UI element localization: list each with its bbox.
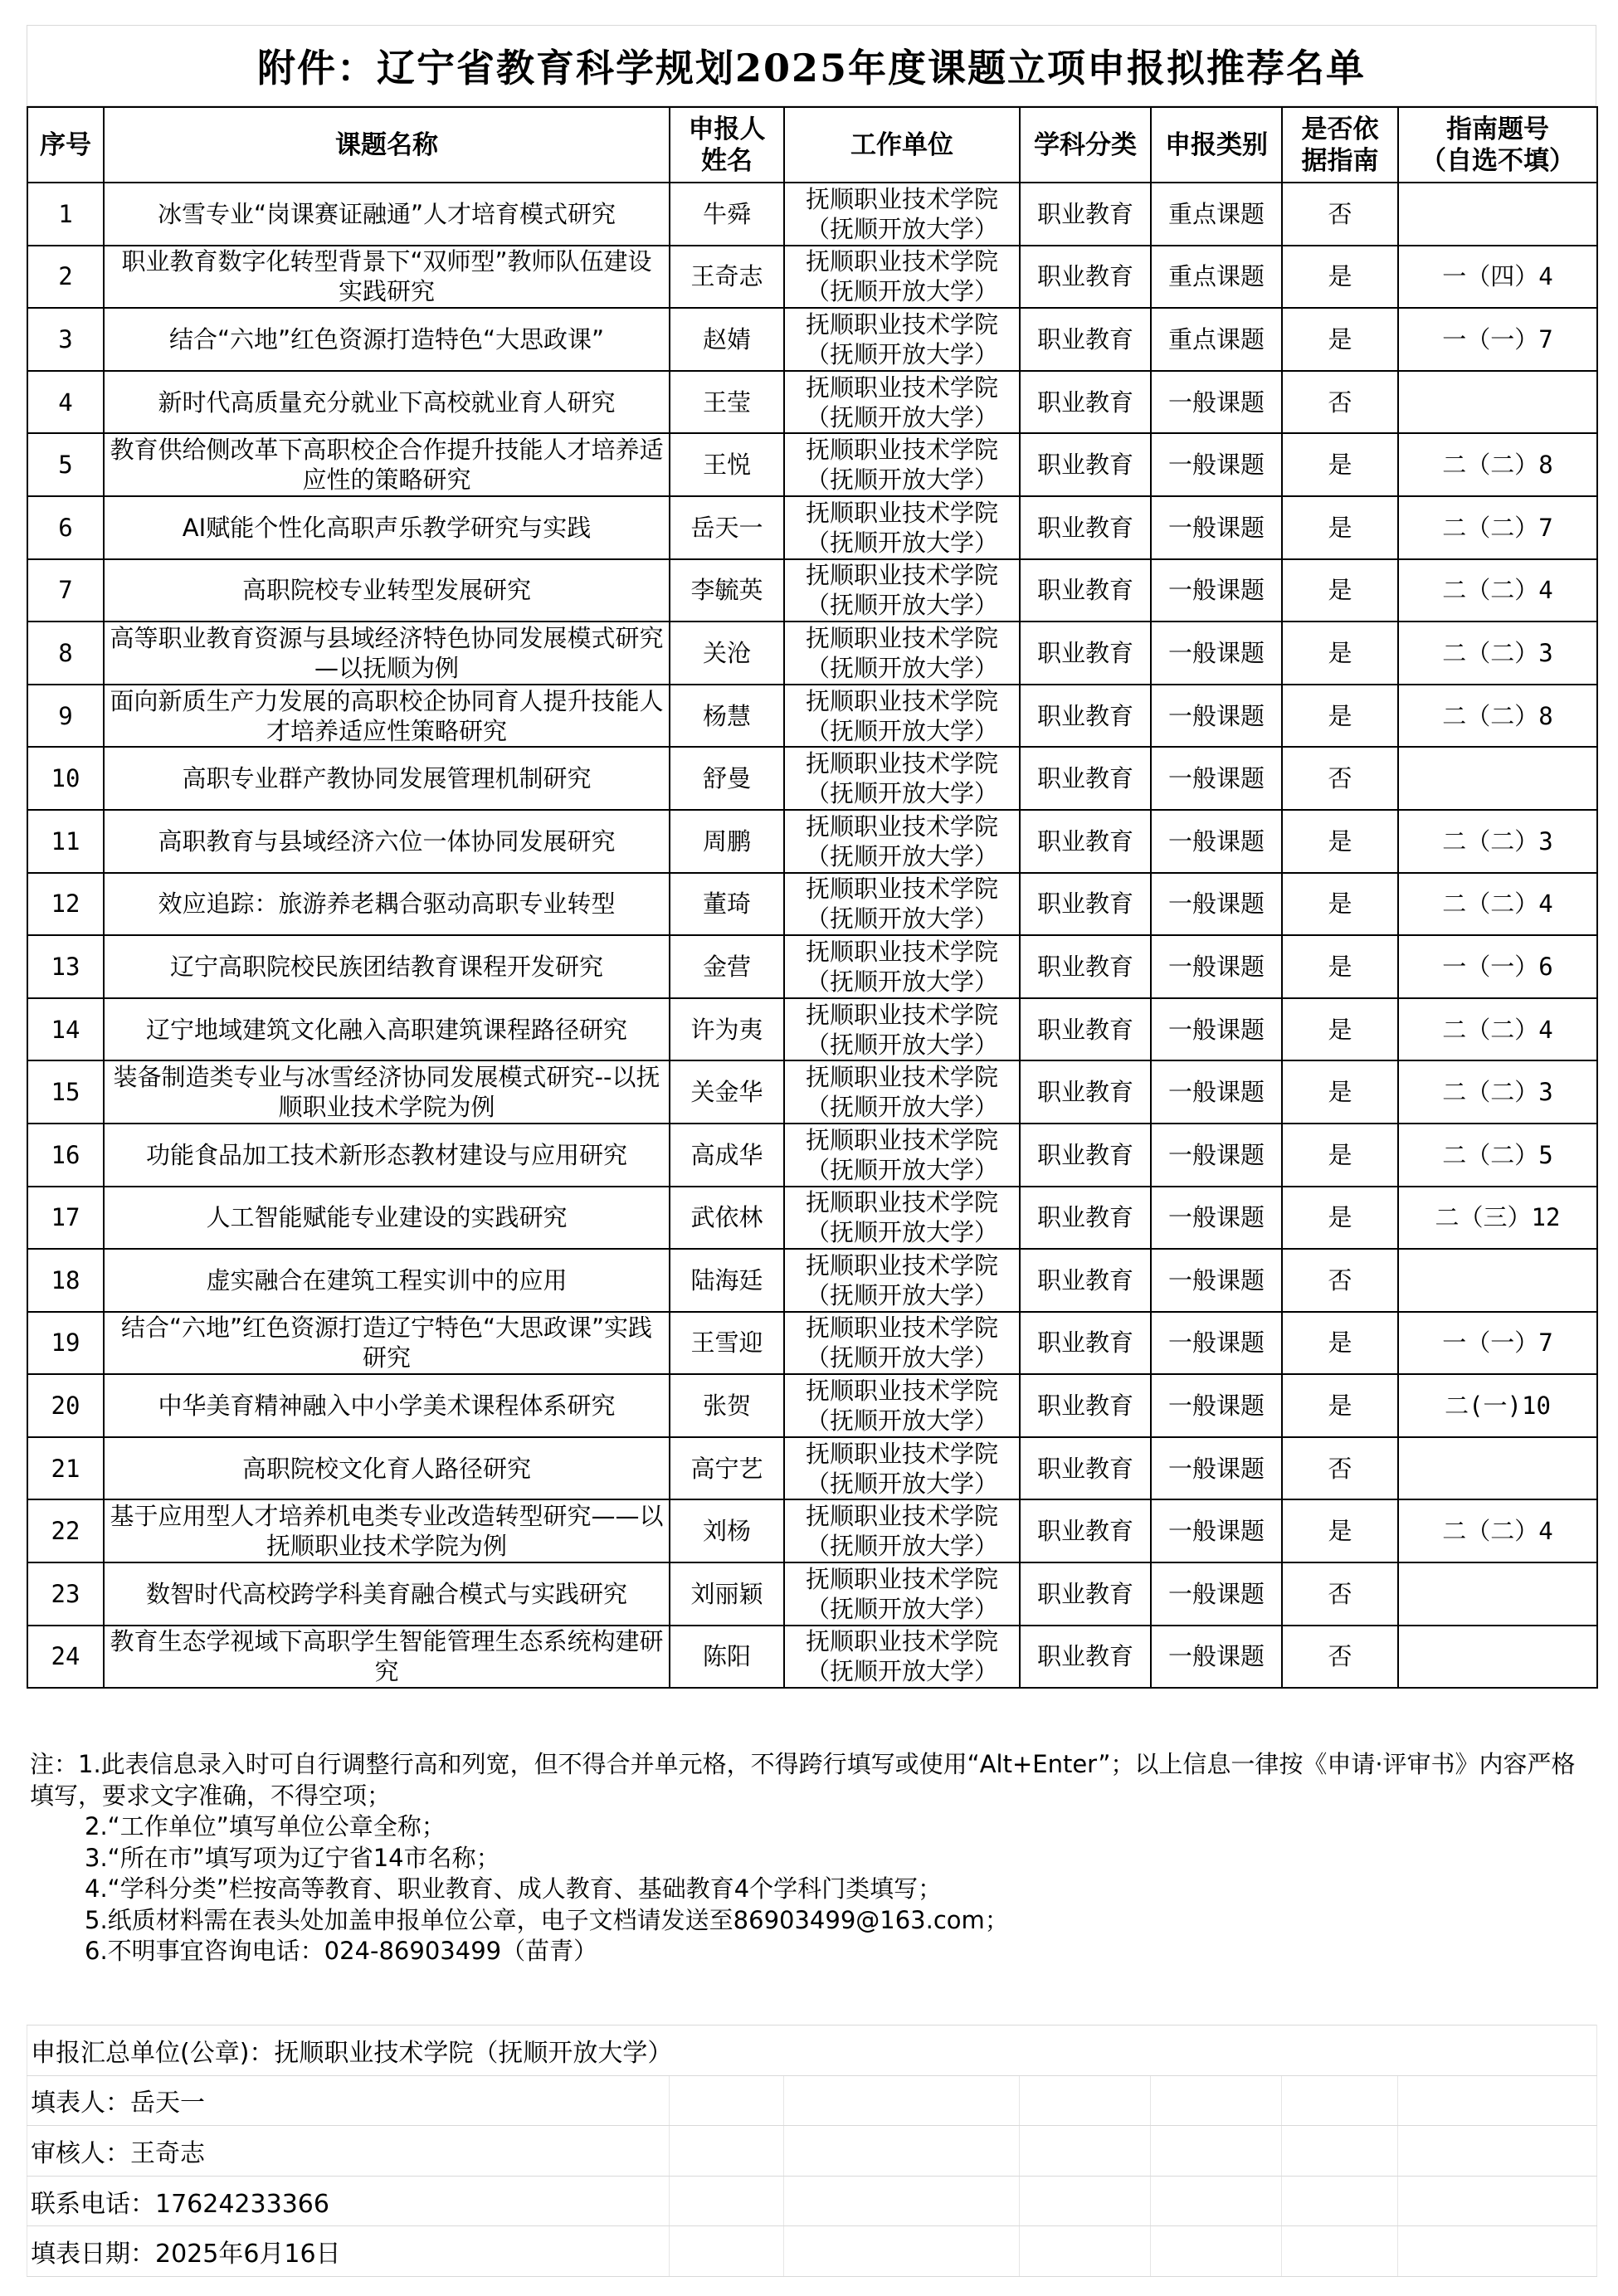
- cell-no: 6: [27, 496, 104, 559]
- cell-no: 18: [27, 1249, 104, 1312]
- header-guide: 是否依 据指南: [1282, 107, 1398, 183]
- cell-subject: 职业教育: [1020, 559, 1151, 622]
- cell-topic: 高职专业群产教协同发展管理机制研究: [104, 747, 670, 810]
- cell-category: 一般课题: [1151, 371, 1282, 434]
- cell-guide-no: 二（二）4: [1398, 873, 1597, 936]
- cell-category: 一般课题: [1151, 1187, 1282, 1250]
- cell-subject: 职业教育: [1020, 685, 1151, 748]
- cell-no: 19: [27, 1312, 104, 1375]
- cell-applicant: 王莹: [670, 371, 784, 434]
- page-title: 附件：辽宁省教育科学规划2025年度课题立项申报拟推荐名单: [27, 25, 1596, 106]
- cell-guide: 否: [1282, 183, 1398, 246]
- cell-applicant: 陈阳: [670, 1626, 784, 1689]
- cell-guide-no: 二（二）5: [1398, 1124, 1597, 1187]
- cell-guide: 否: [1282, 1437, 1398, 1500]
- cell-category: 一般课题: [1151, 1374, 1282, 1437]
- table-row: [27, 433, 1597, 496]
- cell-guide: 是: [1282, 1374, 1398, 1437]
- cell-subject: 职业教育: [1020, 308, 1151, 371]
- cell-category: 一般课题: [1151, 747, 1282, 810]
- cell-subject: 职业教育: [1020, 747, 1151, 810]
- cell-unit: 抚顺职业技术学院 （抚顺开放大学）: [784, 622, 1020, 685]
- cell-applicant: 王雪迎: [670, 1312, 784, 1375]
- cell-unit: 抚顺职业技术学院 （抚顺开放大学）: [784, 810, 1020, 873]
- cell-topic: 高职院校专业转型发展研究: [104, 559, 670, 622]
- cell-topic: 高等职业教育资源与县域经济特色协同发展模式研究—以抚顺为例: [104, 622, 670, 685]
- cell-applicant: 周鹏: [670, 810, 784, 873]
- cell-guide-no: 二(一)10: [1398, 1374, 1597, 1437]
- cell-no: 13: [27, 935, 104, 998]
- cell-no: 15: [27, 1060, 104, 1124]
- table-row: [27, 559, 1597, 622]
- cell-unit: 抚顺职业技术学院 （抚顺开放大学）: [784, 1499, 1020, 1562]
- cell-no: 24: [27, 1626, 104, 1689]
- footer-phone: 联系电话：17624233366: [27, 2176, 670, 2226]
- cell-topic: 数智时代高校跨学科美育融合模式与实践研究: [104, 1562, 670, 1626]
- cell-guide-no: 一（一）7: [1398, 308, 1597, 371]
- note-item: 注：1.此表信息录入时可自行调整行高和列宽，但不得合并单元格，不得跨行填写或使用“Alt+Enter”；以上信息一律按《申请·评审书》内容严格填写，要求文字准确，不得空项；: [30, 1750, 1576, 1810]
- table-row: [27, 685, 1597, 748]
- table-row: [27, 810, 1597, 873]
- cell-subject: 职业教育: [1020, 371, 1151, 434]
- cell-unit: 抚顺职业技术学院 （抚顺开放大学）: [784, 1626, 1020, 1689]
- cell-unit: 抚顺职业技术学院 （抚顺开放大学）: [784, 1249, 1020, 1312]
- cell-category: 一般课题: [1151, 1626, 1282, 1689]
- cell-no: 21: [27, 1437, 104, 1500]
- notes-section: [30, 1749, 1590, 1967]
- cell-applicant: 刘丽颖: [670, 1562, 784, 1626]
- table-row: [27, 622, 1597, 685]
- cell-topic: 职业教育数字化转型背景下“双师型”教师队伍建设实践研究: [104, 246, 670, 309]
- cell-guide-no: 二（二）4: [1398, 998, 1597, 1061]
- cell-topic: 高职院校文化育人路径研究: [104, 1437, 670, 1500]
- cell-applicant: 金营: [670, 935, 784, 998]
- cell-guide-no: [1398, 1437, 1597, 1500]
- note-item: 3.“所在市”填写项为辽宁省14市名称；: [85, 1843, 500, 1872]
- cell-unit: 抚顺职业技术学院 （抚顺开放大学）: [784, 685, 1020, 748]
- table-row: [27, 1437, 1597, 1500]
- cell-unit: 抚顺职业技术学院 （抚顺开放大学）: [784, 1374, 1020, 1437]
- cell-subject: 职业教育: [1020, 1374, 1151, 1437]
- cell-topic: 功能食品加工技术新形态教材建设与应用研究: [104, 1124, 670, 1187]
- cell-category: 一般课题: [1151, 873, 1282, 936]
- table-row: [27, 1249, 1597, 1312]
- cell-guide: 是: [1282, 873, 1398, 936]
- cell-subject: 职业教育: [1020, 810, 1151, 873]
- cell-guide-no: 一（四）4: [1398, 246, 1597, 309]
- cell-no: 22: [27, 1499, 104, 1562]
- cell-guide-no: 二（二）8: [1398, 685, 1597, 748]
- cell-guide-no: [1398, 1249, 1597, 1312]
- cell-unit: 抚顺职业技术学院 （抚顺开放大学）: [784, 246, 1020, 309]
- cell-guide: 是: [1282, 308, 1398, 371]
- cell-subject: 职业教育: [1020, 1499, 1151, 1562]
- note-item: 5.纸质材料需在表头处加盖申报单位公章，电子文档请发送至86903499@163.com；: [85, 1905, 1009, 1934]
- cell-guide-no: 二（二）7: [1398, 496, 1597, 559]
- cell-no: 17: [27, 1187, 104, 1250]
- cell-subject: 职业教育: [1020, 873, 1151, 936]
- cell-subject: 职业教育: [1020, 1187, 1151, 1250]
- table-row: [27, 1374, 1597, 1437]
- cell-applicant: 牛舜: [670, 183, 784, 246]
- cell-guide-no: 二（三）12: [1398, 1187, 1597, 1250]
- cell-guide-no: [1398, 371, 1597, 434]
- table-row: [27, 496, 1597, 559]
- cell-unit: 抚顺职业技术学院 （抚顺开放大学）: [784, 433, 1020, 496]
- cell-unit: 抚顺职业技术学院 （抚顺开放大学）: [784, 1312, 1020, 1375]
- cell-guide-no: 二（二）4: [1398, 1499, 1597, 1562]
- cell-unit: 抚顺职业技术学院 （抚顺开放大学）: [784, 1437, 1020, 1500]
- header-applicant: 申报人 姓名: [670, 107, 784, 183]
- footer-reviewer: 审核人：王奇志: [27, 2126, 670, 2177]
- cell-guide-no: 二（二）3: [1398, 810, 1597, 873]
- cell-no: 2: [27, 246, 104, 309]
- table-row: [27, 1060, 1597, 1124]
- cell-topic: 辽宁高职院校民族团结教育课程开发研究: [104, 935, 670, 998]
- header-no: 序号: [27, 107, 104, 183]
- header-guide-no: 指南题号 （自选不填）: [1398, 107, 1597, 183]
- cell-applicant: 陆海廷: [670, 1249, 784, 1312]
- cell-subject: 职业教育: [1020, 622, 1151, 685]
- cell-unit: 抚顺职业技术学院 （抚顺开放大学）: [784, 747, 1020, 810]
- cell-unit: 抚顺职业技术学院 （抚顺开放大学）: [784, 998, 1020, 1061]
- cell-applicant: 岳天一: [670, 496, 784, 559]
- cell-applicant: 许为夷: [670, 998, 784, 1061]
- cell-guide: 是: [1282, 1124, 1398, 1187]
- cell-guide: 否: [1282, 371, 1398, 434]
- cell-no: 9: [27, 685, 104, 748]
- cell-topic: 基于应用型人才培养机电类专业改造转型研究——以抚顺职业技术学院为例: [104, 1499, 670, 1562]
- cell-no: 20: [27, 1374, 104, 1437]
- cell-topic: AI赋能个性化高职声乐教学研究与实践: [104, 496, 670, 559]
- cell-applicant: 舒曼: [670, 747, 784, 810]
- cell-guide: 否: [1282, 1626, 1398, 1689]
- cell-guide: 否: [1282, 1249, 1398, 1312]
- cell-category: 一般课题: [1151, 935, 1282, 998]
- cell-category: 一般课题: [1151, 1124, 1282, 1187]
- cell-category: 重点课题: [1151, 183, 1282, 246]
- cell-guide: 是: [1282, 998, 1398, 1061]
- cell-no: 23: [27, 1562, 104, 1626]
- cell-subject: 职业教育: [1020, 1060, 1151, 1124]
- cell-subject: 职业教育: [1020, 1437, 1151, 1500]
- cell-guide: 是: [1282, 433, 1398, 496]
- cell-topic: 装备制造类专业与冰雪经济协同发展模式研究--以抚顺职业技术学院为例: [104, 1060, 670, 1124]
- cell-topic: 冰雪专业“岗课赛证融通”人才培育模式研究: [104, 183, 670, 246]
- table-row: [27, 873, 1597, 936]
- cell-category: 一般课题: [1151, 1437, 1282, 1500]
- cell-subject: 职业教育: [1020, 1249, 1151, 1312]
- cell-category: 一般课题: [1151, 433, 1282, 496]
- table-row: [27, 935, 1597, 998]
- table-row: [27, 1187, 1597, 1250]
- cell-applicant: 杨慧: [670, 685, 784, 748]
- note-item: 2.“工作单位”填写单位公章全称；: [85, 1812, 446, 1840]
- cell-guide-no: 二（二）8: [1398, 433, 1597, 496]
- cell-topic: 虚实融合在建筑工程实训中的应用: [104, 1249, 670, 1312]
- cell-no: 12: [27, 873, 104, 936]
- cell-category: 一般课题: [1151, 1249, 1282, 1312]
- cell-guide: 是: [1282, 622, 1398, 685]
- cell-topic: 中华美育精神融入中小学美术课程体系研究: [104, 1374, 670, 1437]
- table-row: [27, 1626, 1597, 1689]
- cell-unit: 抚顺职业技术学院 （抚顺开放大学）: [784, 1124, 1020, 1187]
- cell-topic: 辽宁地域建筑文化融入高职建筑课程路径研究: [104, 998, 670, 1061]
- cell-guide: 是: [1282, 496, 1398, 559]
- cell-category: 一般课题: [1151, 496, 1282, 559]
- cell-subject: 职业教育: [1020, 1626, 1151, 1689]
- cell-topic: 教育供给侧改革下高职校企合作提升技能人才培养适应性的策略研究: [104, 433, 670, 496]
- cell-guide: 是: [1282, 1312, 1398, 1375]
- cell-category: 一般课题: [1151, 1312, 1282, 1375]
- table-row: [27, 1499, 1597, 1562]
- cell-topic: 效应追踪：旅游养老耦合驱动高职专业转型: [104, 873, 670, 936]
- cell-topic: 新时代高质量充分就业下高校就业育人研究: [104, 371, 670, 434]
- cell-category: 一般课题: [1151, 1562, 1282, 1626]
- table-row: [27, 308, 1597, 371]
- table-row: [27, 747, 1597, 810]
- cell-guide-no: [1398, 1626, 1597, 1689]
- cell-subject: 职业教育: [1020, 246, 1151, 309]
- cell-topic: 结合“六地”红色资源打造辽宁特色“大思政课”实践研究: [104, 1312, 670, 1375]
- cell-subject: 职业教育: [1020, 998, 1151, 1061]
- cell-unit: 抚顺职业技术学院 （抚顺开放大学）: [784, 308, 1020, 371]
- cell-topic: 高职教育与县域经济六位一体协同发展研究: [104, 810, 670, 873]
- cell-guide: 否: [1282, 747, 1398, 810]
- cell-no: 5: [27, 433, 104, 496]
- cell-guide: 是: [1282, 1060, 1398, 1124]
- table-row: [27, 1562, 1597, 1626]
- cell-applicant: 武依林: [670, 1187, 784, 1250]
- cell-applicant: 高成华: [670, 1124, 784, 1187]
- table-row: [27, 371, 1597, 434]
- table-row: [27, 246, 1597, 309]
- cell-applicant: 李毓英: [670, 559, 784, 622]
- cell-applicant: 高宁艺: [670, 1437, 784, 1500]
- cell-subject: 职业教育: [1020, 433, 1151, 496]
- cell-guide: 否: [1282, 1562, 1398, 1626]
- table-header-row: [27, 107, 1597, 183]
- cell-unit: 抚顺职业技术学院 （抚顺开放大学）: [784, 371, 1020, 434]
- header-unit: 工作单位: [784, 107, 1020, 183]
- cell-unit: 抚顺职业技术学院 （抚顺开放大学）: [784, 873, 1020, 936]
- cell-topic: 教育生态学视域下高职学生智能管理生态系统构建研究: [104, 1626, 670, 1689]
- note-item: 4.“学科分类”栏按高等教育、职业教育、成人教育、基础教育4个学科门类填写；: [85, 1874, 943, 1903]
- cell-applicant: 张贺: [670, 1374, 784, 1437]
- cell-topic: 人工智能赋能专业建设的实践研究: [104, 1187, 670, 1250]
- cell-applicant: 关沧: [670, 622, 784, 685]
- cell-guide: 是: [1282, 1187, 1398, 1250]
- cell-subject: 职业教育: [1020, 496, 1151, 559]
- cell-applicant: 董琦: [670, 873, 784, 936]
- cell-category: 一般课题: [1151, 685, 1282, 748]
- footer-unit: 申报汇总单位(公章)：抚顺职业技术学院（抚顺开放大学）: [27, 2025, 1597, 2076]
- table-row: [27, 998, 1597, 1061]
- cell-guide: 是: [1282, 559, 1398, 622]
- cell-applicant: 关金华: [670, 1060, 784, 1124]
- cell-no: 7: [27, 559, 104, 622]
- cell-guide-no: 一（一）6: [1398, 935, 1597, 998]
- cell-guide: 是: [1282, 1499, 1398, 1562]
- cell-category: 一般课题: [1151, 810, 1282, 873]
- cell-no: 10: [27, 747, 104, 810]
- cell-guide: 是: [1282, 810, 1398, 873]
- cell-no: 11: [27, 810, 104, 873]
- cell-unit: 抚顺职业技术学院 （抚顺开放大学）: [784, 496, 1020, 559]
- header-category: 申报类别: [1151, 107, 1282, 183]
- cell-guide: 是: [1282, 246, 1398, 309]
- table-row: [27, 183, 1597, 246]
- cell-guide-no: [1398, 183, 1597, 246]
- cell-unit: 抚顺职业技术学院 （抚顺开放大学）: [784, 183, 1020, 246]
- cell-guide-no: [1398, 1562, 1597, 1626]
- cell-no: 16: [27, 1124, 104, 1187]
- cell-guide-no: 一（一）7: [1398, 1312, 1597, 1375]
- cell-no: 1: [27, 183, 104, 246]
- cell-category: 一般课题: [1151, 1499, 1282, 1562]
- cell-subject: 职业教育: [1020, 1562, 1151, 1626]
- cell-applicant: 王奇志: [670, 246, 784, 309]
- table-body: [27, 183, 1597, 1688]
- cell-unit: 抚顺职业技术学院 （抚顺开放大学）: [784, 1562, 1020, 1626]
- cell-applicant: 王悦: [670, 433, 784, 496]
- cell-applicant: 赵婧: [670, 308, 784, 371]
- note-item: 6.不明事宜咨询电话：024-86903499（苗青）: [85, 1937, 598, 1965]
- table-row: [27, 1312, 1597, 1375]
- cell-category: 一般课题: [1151, 1060, 1282, 1124]
- cell-category: 重点课题: [1151, 308, 1282, 371]
- cell-unit: 抚顺职业技术学院 （抚顺开放大学）: [784, 1187, 1020, 1250]
- header-topic: 课题名称: [104, 107, 670, 183]
- cell-applicant: 刘杨: [670, 1499, 784, 1562]
- cell-no: 14: [27, 998, 104, 1061]
- cell-no: 3: [27, 308, 104, 371]
- cell-guide-no: 二（二）3: [1398, 1060, 1597, 1124]
- recommendation-table: [27, 106, 1598, 1689]
- cell-no: 4: [27, 371, 104, 434]
- cell-category: 一般课题: [1151, 559, 1282, 622]
- cell-category: 一般课题: [1151, 998, 1282, 1061]
- cell-no: 8: [27, 622, 104, 685]
- cell-topic: 面向新质生产力发展的高职校企协同育人提升技能人才培养适应性策略研究: [104, 685, 670, 748]
- header-subject: 学科分类: [1020, 107, 1151, 183]
- cell-unit: 抚顺职业技术学院 （抚顺开放大学）: [784, 935, 1020, 998]
- footer-filler: 填表人：岳天一: [27, 2075, 670, 2126]
- cell-guide-no: 二（二）3: [1398, 622, 1597, 685]
- cell-category: 一般课题: [1151, 622, 1282, 685]
- cell-subject: 职业教育: [1020, 183, 1151, 246]
- cell-topic: 结合“六地”红色资源打造特色“大思政课”: [104, 308, 670, 371]
- cell-guide-no: 二（二）4: [1398, 559, 1597, 622]
- cell-unit: 抚顺职业技术学院 （抚顺开放大学）: [784, 559, 1020, 622]
- cell-category: 重点课题: [1151, 246, 1282, 309]
- cell-subject: 职业教育: [1020, 1124, 1151, 1187]
- table-row: [27, 1124, 1597, 1187]
- cell-unit: 抚顺职业技术学院 （抚顺开放大学）: [784, 1060, 1020, 1124]
- cell-guide-no: [1398, 747, 1597, 810]
- cell-guide: 是: [1282, 685, 1398, 748]
- footer-date: 填表日期：2025年6月16日: [27, 2226, 670, 2277]
- footer-table: [27, 2025, 1597, 2277]
- cell-subject: 职业教育: [1020, 1312, 1151, 1375]
- cell-subject: 职业教育: [1020, 935, 1151, 998]
- cell-guide: 是: [1282, 935, 1398, 998]
